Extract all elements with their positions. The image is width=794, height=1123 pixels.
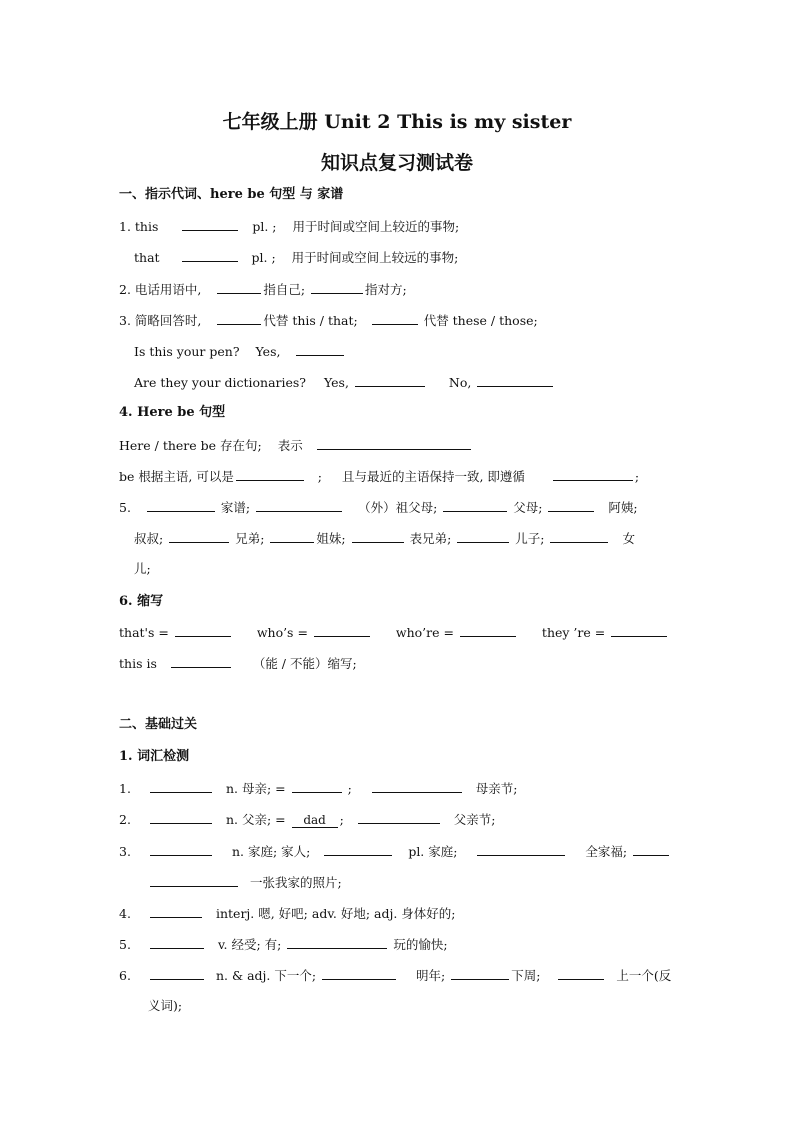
q5-row-2 xyxy=(134,528,635,549)
answer-blank[interactable] xyxy=(292,778,342,793)
answer-blank[interactable] xyxy=(451,965,509,980)
answer-blank[interactable] xyxy=(217,310,261,325)
vocab-text-b: ; xyxy=(347,781,352,796)
answer-blank[interactable] xyxy=(171,653,231,668)
answer-blank[interactable] xyxy=(150,872,238,887)
vocab-text-b: pl. 家庭; xyxy=(408,844,458,859)
answer-blank[interactable] xyxy=(372,310,418,325)
title-line-2: 知识点复习测试卷 xyxy=(320,152,473,174)
section1-heading: 一、指示代词、here be 句型 与 家谱 xyxy=(119,187,344,202)
vocab-text-a: interj. 嗯, 好吧; adv. 好地; adj. 身体好的; xyxy=(215,906,456,921)
answer-blank[interactable] xyxy=(460,622,516,637)
vocab-text-a: v. 经受; 有; xyxy=(217,937,282,952)
q1-this-pl: pl. ; xyxy=(252,219,277,234)
answer-blank[interactable] xyxy=(314,622,370,637)
q5-text-i: 儿子; xyxy=(515,531,545,546)
answer-blank[interactable] xyxy=(317,435,471,450)
vocab-text-c: 母亲节; xyxy=(475,781,518,796)
answer-blank[interactable] xyxy=(558,965,604,980)
q2-label: 2. 电话用语中, xyxy=(119,282,202,297)
q1-this-desc: 用于时间或空间上较近的事物; xyxy=(292,219,460,234)
q3-example-2 xyxy=(134,372,555,393)
answer-blank[interactable] xyxy=(287,934,387,949)
vocab-row-2 xyxy=(119,809,495,830)
q4-end: ; xyxy=(634,469,640,484)
vocab-text-a: n. 母亲; = xyxy=(225,781,286,796)
q6-heading: 6. 缩写 xyxy=(119,594,164,609)
answer-blank[interactable] xyxy=(217,279,261,294)
q2-row xyxy=(119,279,407,300)
q6-text-c: who’re = xyxy=(395,625,454,640)
q2-text-b: 指对方; xyxy=(365,282,407,297)
vocab-text-a: n. 家庭; 家人; xyxy=(231,844,311,859)
vocab-number: 6. xyxy=(119,968,131,983)
q5-text-a: 家谱; xyxy=(220,500,251,515)
q3-example-1 xyxy=(134,341,346,362)
answer-blank[interactable] xyxy=(358,809,440,824)
vocab-text-a: n. 父亲; = xyxy=(225,812,286,827)
vocab-text-d: 一张我家的照片; xyxy=(249,875,342,890)
q5-row-1 xyxy=(119,497,638,518)
q4-row-2 xyxy=(119,466,639,487)
q6-row-2 xyxy=(119,653,357,674)
q4-text-a: Here / there be 存在句; xyxy=(119,438,262,453)
answer-blank[interactable] xyxy=(477,372,553,387)
answer-blank[interactable] xyxy=(270,528,314,543)
vocab-text-b: ; xyxy=(339,812,344,827)
filled-answer: dad xyxy=(292,813,338,828)
q5-text-h: 表兄弟; xyxy=(409,531,452,546)
answer-blank[interactable] xyxy=(457,528,509,543)
q6-text-e: this is xyxy=(119,656,157,671)
q3-label: 3. 简略回答时, xyxy=(119,313,202,328)
answer-blank[interactable] xyxy=(322,965,396,980)
answer-blank[interactable] xyxy=(147,497,215,512)
answer-blank[interactable] xyxy=(150,965,204,980)
q3-row xyxy=(119,310,538,331)
q1-that-label: that xyxy=(134,250,160,265)
answer-blank[interactable] xyxy=(150,934,204,949)
vocab-text-c: 下周; xyxy=(511,968,541,983)
answer-blank[interactable] xyxy=(550,528,608,543)
answer-blank[interactable] xyxy=(150,809,212,824)
answer-blank[interactable] xyxy=(633,841,669,856)
q5-text-c: 父母; xyxy=(513,500,543,515)
section2-subheading: 1. 词汇检测 xyxy=(119,749,190,764)
answer-blank[interactable] xyxy=(296,341,344,356)
q1-that-row xyxy=(134,247,458,268)
answer-blank[interactable] xyxy=(355,372,425,387)
vocab-row-3b xyxy=(148,872,342,893)
vocab-number: 1. xyxy=(119,781,131,796)
vocab-text-a: n. & adj. 下一个; xyxy=(215,968,317,983)
q6-row-1 xyxy=(119,622,669,643)
q3-example2-question: Are they your dictionaries? xyxy=(134,375,307,390)
q5-text-f: 兄弟; xyxy=(235,531,265,546)
q6-text-f: （能 / 不能）缩写; xyxy=(252,656,357,671)
vocab-text-d: 上一个(反 xyxy=(616,968,672,983)
title-line-1: 七年级上册 Unit 2 This is my sister xyxy=(222,111,572,133)
q4-text-d: 且与最近的主语保持一致, 即遵循 xyxy=(341,469,525,484)
q5-label: 5. xyxy=(119,500,131,515)
q4-semicolon: ; xyxy=(317,469,323,484)
q4-text-c: be 根据主语, 可以是 xyxy=(119,469,234,484)
answer-blank[interactable] xyxy=(477,841,565,856)
answer-blank[interactable] xyxy=(236,466,304,481)
answer-blank[interactable] xyxy=(150,903,202,918)
q1-this-label: 1. this xyxy=(119,219,159,234)
answer-blank[interactable] xyxy=(150,778,212,793)
vocab-row-3 xyxy=(119,841,671,862)
vocab-text-b: 玩的愉快; xyxy=(393,937,448,952)
answer-blank[interactable] xyxy=(169,528,229,543)
q2-text-a: 指自己; xyxy=(263,282,306,297)
q5-row-3: 儿; xyxy=(134,561,151,576)
answer-blank[interactable] xyxy=(182,247,238,262)
vocab-number: 2. xyxy=(119,812,131,827)
vocab-text-b: 明年; xyxy=(416,968,446,983)
q5-text-e: 叔叔; xyxy=(134,531,164,546)
q6-text-a: that's = xyxy=(119,625,169,640)
vocab-text-c: 全家福; xyxy=(585,844,628,859)
answer-blank[interactable] xyxy=(150,841,212,856)
vocab-row-6 xyxy=(119,965,671,986)
q4-row-1 xyxy=(119,435,473,456)
q3-text-b: 代替 these / those; xyxy=(423,313,538,328)
q6-text-b: who’s = xyxy=(256,625,308,640)
vocab-number: 5. xyxy=(119,937,131,952)
q3-example2-yes: Yes, xyxy=(323,375,349,390)
answer-blank[interactable] xyxy=(175,622,231,637)
q5-text-b: （外）祖父母; xyxy=(358,500,438,515)
vocab-row-5 xyxy=(119,934,448,955)
answer-blank[interactable] xyxy=(182,216,238,231)
q5-text-g: 姐妹; xyxy=(316,531,346,546)
q4-text-b: 表示 xyxy=(277,438,303,453)
answer-blank[interactable] xyxy=(372,778,462,793)
answer-blank[interactable] xyxy=(553,466,633,481)
q5-text-j: 女 xyxy=(622,531,635,546)
q3-example2-no: No, xyxy=(448,375,472,390)
vocab-text-c: 父亲节; xyxy=(453,812,496,827)
answer-blank[interactable] xyxy=(611,622,667,637)
vocab-number: 4. xyxy=(119,906,131,921)
q1-this-row xyxy=(119,216,459,237)
answer-blank[interactable] xyxy=(548,497,594,512)
q1-that-desc: 用于时间或空间上较远的事物; xyxy=(291,250,459,265)
vocab-row-1 xyxy=(119,778,517,799)
q3-example-question: Is this your pen? xyxy=(134,344,240,359)
answer-blank[interactable] xyxy=(256,497,342,512)
q3-text-a: 代替 this / that; xyxy=(263,313,358,328)
answer-blank[interactable] xyxy=(443,497,507,512)
answer-blank[interactable] xyxy=(311,279,363,294)
q6-text-d: they ’re = xyxy=(541,625,606,640)
q1-that-pl: pl. ; xyxy=(251,250,276,265)
vocab-row-4 xyxy=(119,903,456,924)
answer-blank[interactable] xyxy=(352,528,404,543)
vocab-number: 3. xyxy=(119,844,131,859)
q5-text-d: 阿姨; xyxy=(608,500,638,515)
q4-heading: 4. Here be 句型 xyxy=(119,405,226,420)
section2-heading: 二、基础过关 xyxy=(119,717,198,732)
q3-example-yes: Yes, xyxy=(255,344,281,359)
vocab-row-6b: 义词); xyxy=(148,998,183,1013)
answer-blank[interactable] xyxy=(324,841,392,856)
